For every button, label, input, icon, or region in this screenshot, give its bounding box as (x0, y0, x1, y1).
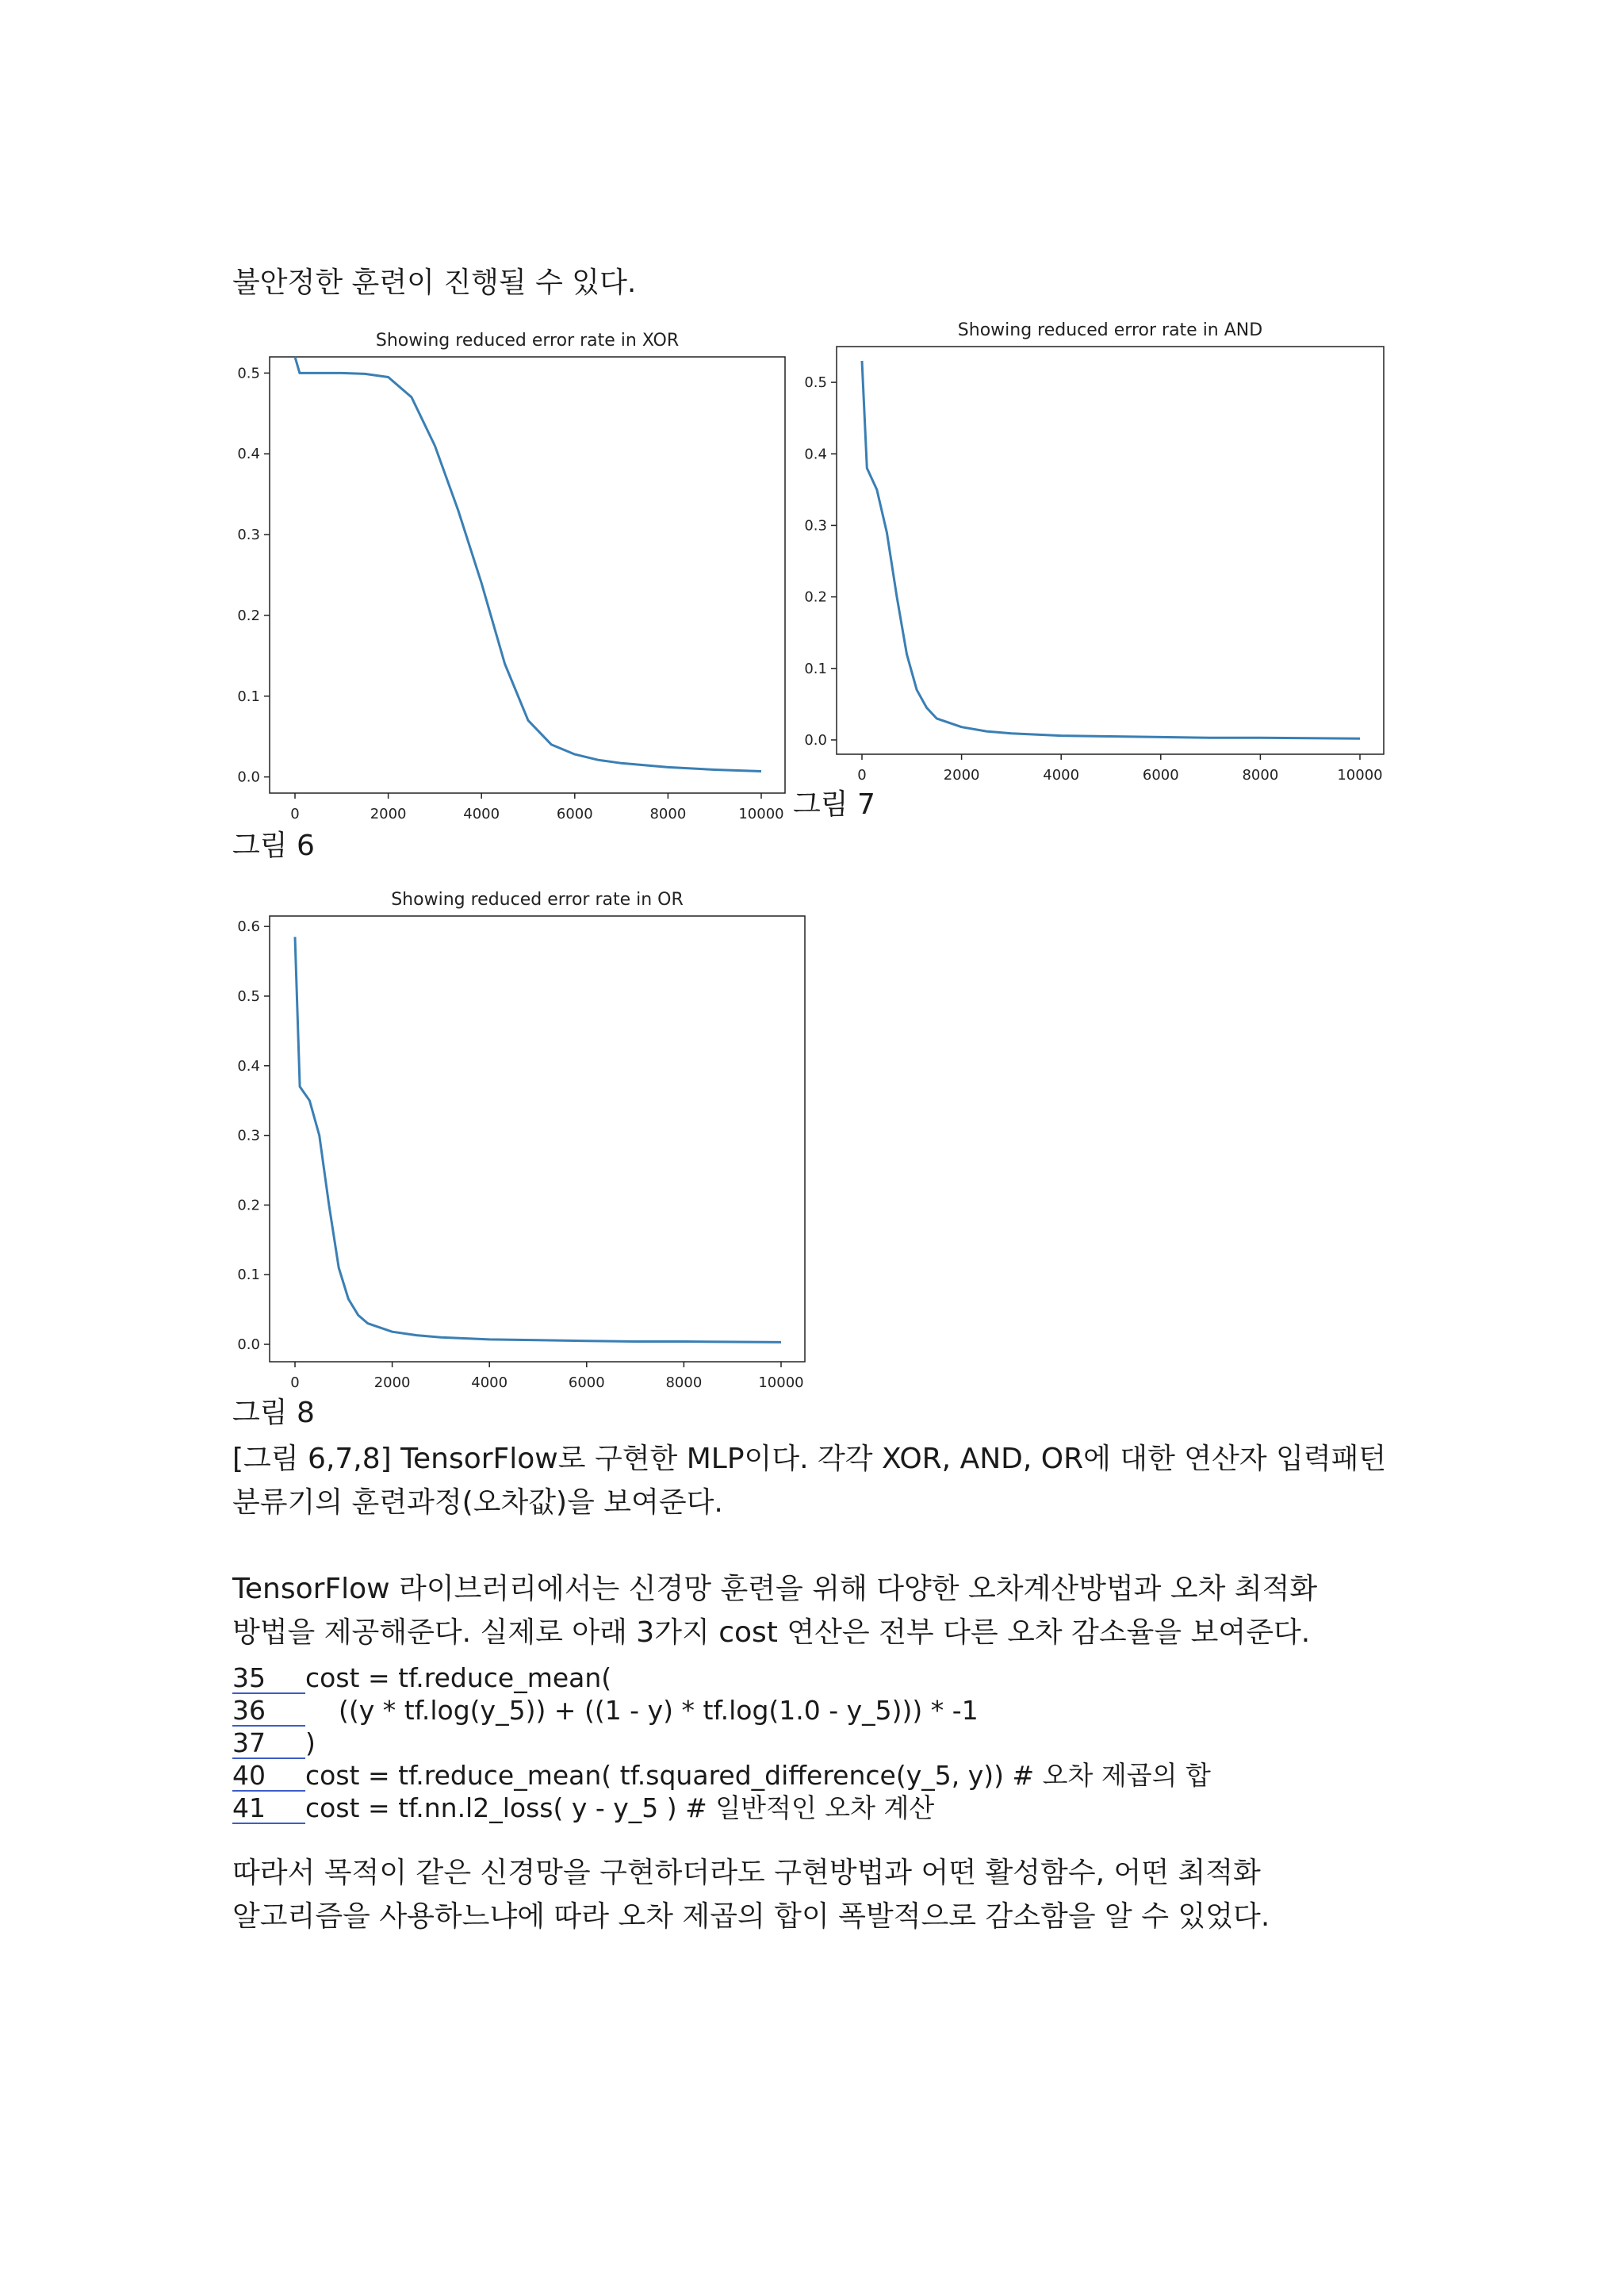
y-tick-label: 0.3 (237, 527, 260, 544)
y-tick-label: 0.1 (237, 688, 260, 705)
code-text: ((y * tf.log(y_5)) + ((1 - y) * tf.log(1.0 - y_5))) * -1 (305, 1695, 979, 1726)
code-line (232, 1662, 1211, 1694)
x-tick-label: 0 (857, 767, 867, 784)
chart-title: Showing reduced error rate in XOR (375, 331, 680, 351)
conclusion-line-2: 알고리즘을 사용하느냐에 따라 오차 제곱의 합이 폭발적으로 감소함을 알 수 있었다. (232, 1900, 1270, 1933)
y-tick-label: 0.5 (237, 987, 260, 1005)
line-number[interactable]: 40 (232, 1761, 305, 1792)
x-tick-label: 8000 (665, 1374, 703, 1391)
code-line (232, 1759, 1211, 1792)
y-tick-label: 0.0 (237, 769, 260, 786)
intro-text: 불안정한 훈련이 진행될 수 있다. (232, 266, 637, 299)
x-tick-label: 2000 (943, 767, 980, 784)
y-tick-label: 0.3 (804, 517, 827, 535)
x-tick-label: 10000 (738, 806, 784, 822)
x-tick-label: 4000 (1043, 767, 1080, 784)
caption-figure-8: 그림 8 (232, 1397, 315, 1429)
line-number[interactable]: 41 (232, 1794, 305, 1824)
plot-frame (270, 916, 805, 1362)
y-tick-label: 0.5 (237, 365, 260, 382)
chart-and (789, 313, 1392, 789)
y-tick-label: 0.4 (237, 446, 260, 463)
x-tick-label: 10000 (758, 1374, 804, 1391)
plot-frame (270, 357, 785, 793)
line-number[interactable]: 35 (232, 1664, 305, 1694)
line-number[interactable]: 36 (232, 1696, 305, 1727)
y-tick-label: 0.4 (804, 446, 827, 463)
chart-xor (222, 321, 793, 829)
conclusion-line-1: 따라서 목적이 같은 신경망을 구현하더라도 구현방법과 어떤 활성함수, 어떤 최적화 (232, 1857, 1261, 1889)
y-tick-label: 0.1 (804, 660, 827, 677)
x-tick-label: 2000 (370, 806, 407, 822)
code-line (232, 1792, 1211, 1824)
x-tick-label: 6000 (568, 1374, 605, 1391)
x-tick-label: 4000 (463, 806, 500, 822)
y-tick-label: 0.3 (237, 1127, 260, 1144)
tf-paragraph-line-2: 방법을 제공해준다. 실제로 아래 3가지 cost 연산은 전부 다른 오차 감소율을 보여준다. (232, 1616, 1311, 1649)
line-number[interactable]: 37 (232, 1729, 305, 1759)
code-text: ) (305, 1727, 316, 1758)
code-text: cost = tf.reduce_mean( (305, 1662, 612, 1693)
x-tick-label: 4000 (471, 1374, 508, 1391)
x-tick-label: 8000 (649, 806, 687, 822)
code-block (232, 1662, 1211, 1824)
y-tick-label: 0.2 (237, 607, 260, 624)
chart-title: Showing reduced error rate in AND (957, 320, 1263, 340)
y-tick-label: 0.1 (237, 1267, 260, 1284)
x-tick-label: 8000 (1242, 767, 1279, 784)
x-tick-label: 2000 (373, 1374, 411, 1391)
code-text: cost = tf.reduce_mean( tf.squared_difference(y_5, y)) # 오차 제곱의 합 (305, 1760, 1211, 1791)
code-text: cost = tf.nn.l2_loss( y - y_5 ) # 일반적인 오차 계산 (305, 1792, 935, 1823)
y-tick-label: 0.0 (237, 1336, 260, 1354)
y-tick-label: 0.5 (804, 374, 827, 392)
series-line (295, 357, 761, 772)
chart-or (222, 880, 809, 1396)
figure-description-line-2: 분류기의 훈련과정(오차값)을 보여준다. (232, 1486, 723, 1519)
chart-title: Showing reduced error rate in OR (391, 890, 684, 910)
tf-paragraph-line-1: TensorFlow 라이브러리에서는 신경망 훈련을 위해 다양한 오차계산방법과 오차 최적화 (232, 1573, 1318, 1605)
y-tick-label: 0.2 (237, 1197, 260, 1214)
code-line (232, 1694, 1211, 1727)
x-tick-label: 0 (290, 806, 300, 822)
y-tick-label: 0.6 (237, 918, 260, 936)
series-line (295, 937, 781, 1342)
code-line (232, 1727, 1211, 1759)
figure-description-line-1: [그림 6,7,8] TensorFlow로 구현한 MLP이다. 각각 XOR, AND, OR에 대한 연산자 입력패턴 (232, 1443, 1387, 1475)
x-tick-label: 0 (290, 1374, 300, 1391)
series-line (862, 361, 1360, 738)
caption-figure-7: 그림 7 (793, 788, 875, 821)
caption-figure-6: 그림 6 (232, 830, 315, 862)
x-tick-label: 10000 (1337, 767, 1383, 784)
y-tick-label: 0.0 (804, 731, 827, 749)
y-tick-label: 0.4 (237, 1057, 260, 1075)
x-tick-label: 6000 (1142, 767, 1179, 784)
x-tick-label: 6000 (556, 806, 593, 822)
y-tick-label: 0.2 (804, 588, 827, 606)
